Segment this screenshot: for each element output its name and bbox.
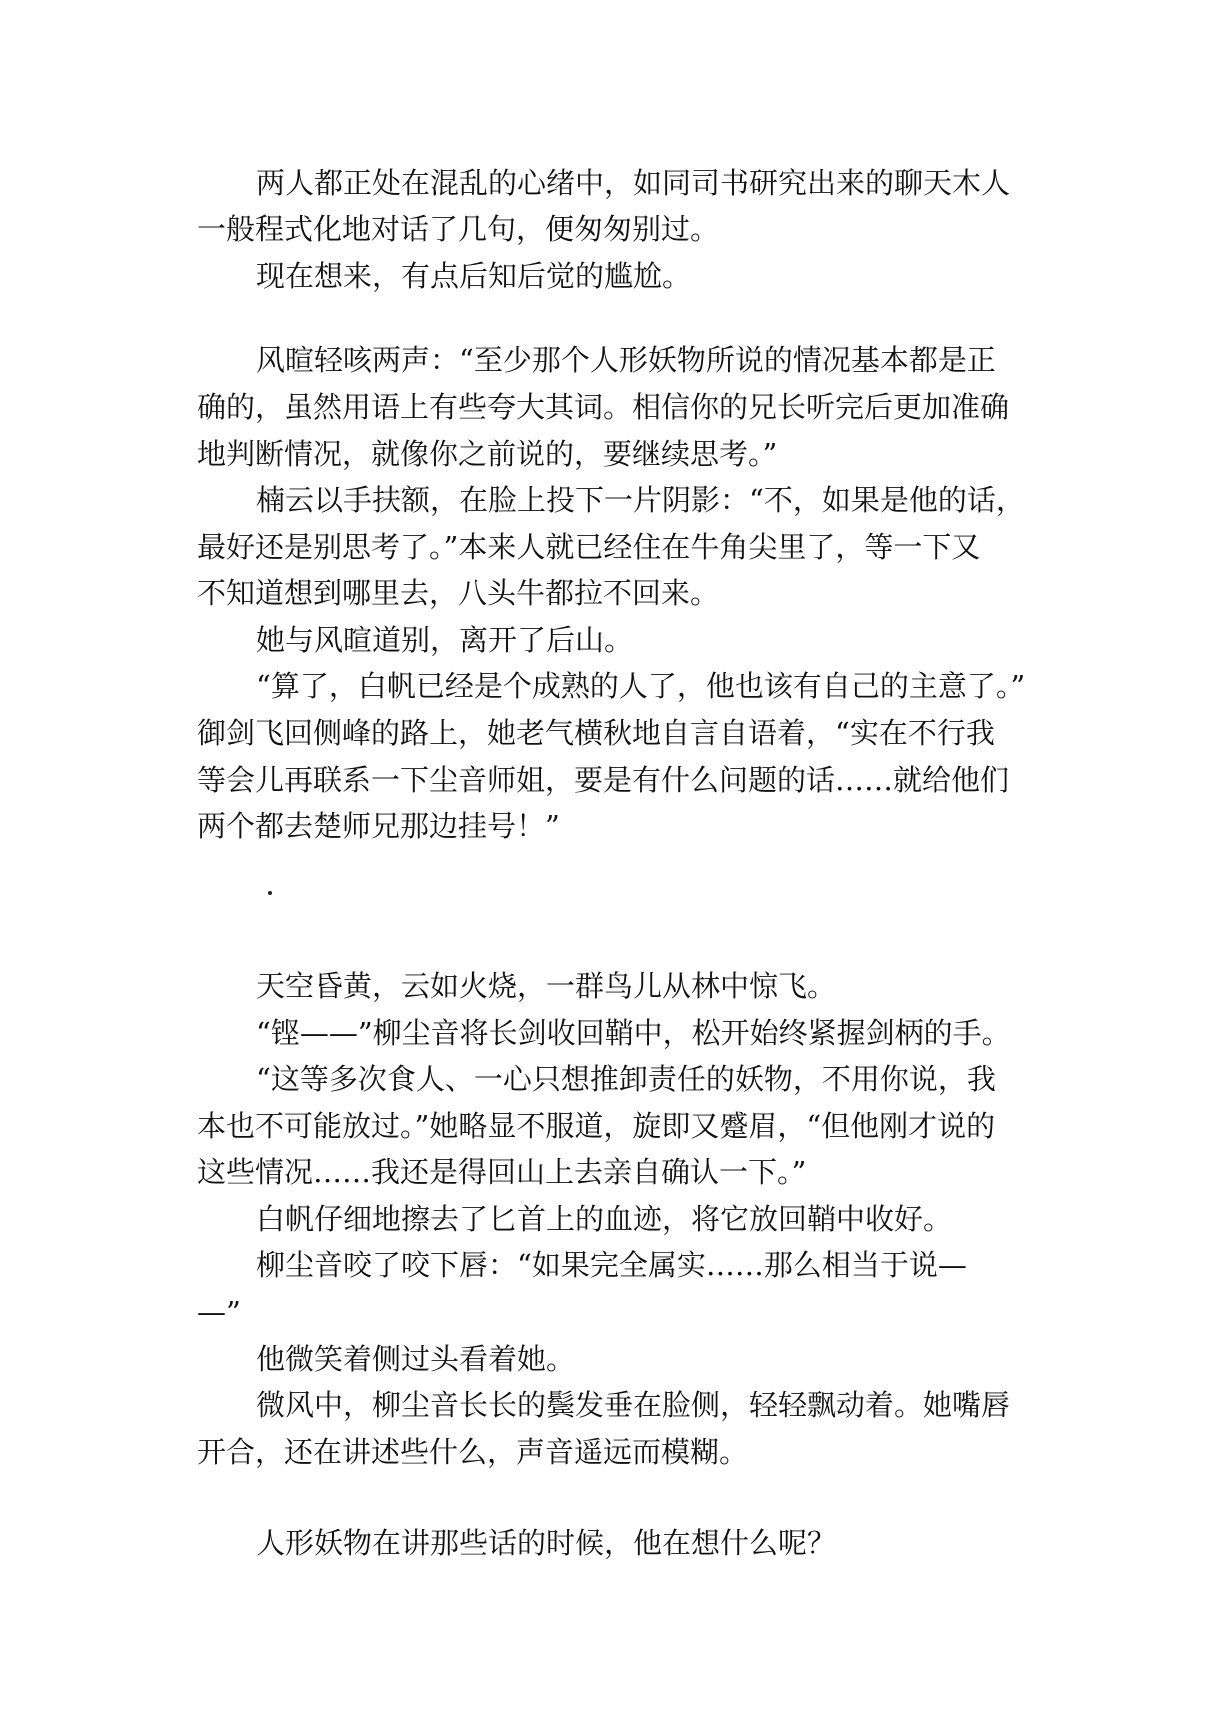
text-line: “这等多次食人、一心只想推卸责任的妖物，不用你说，我 <box>256 1062 996 1096</box>
text-line: 白帆仔细地擦去了匕首上的血迹，将它放回鞘中收好。 <box>256 1202 953 1236</box>
text-line: 楠云以手扶额，在脸上投下一片阴影：“不，如果是他的话， <box>256 483 1025 517</box>
text-line: 现在想来，有点后知后觉的尴尬。 <box>256 259 692 293</box>
text-line: —” <box>197 1295 241 1329</box>
text-line: 地判断情况，就像你之前说的，要继续思考。” <box>197 437 778 471</box>
text-line: 两个都去楚师兄那边挂号！” <box>197 809 560 843</box>
text-line: 他微笑着侧过头看着她。 <box>256 1342 576 1376</box>
text-line: “算了，白帆已经是个成熟的人了，他也该有自己的主意了。” <box>256 669 1026 703</box>
text-line: 不知道想到哪里去，八头牛都拉不回来。 <box>197 576 720 610</box>
text-line: 柳尘音咬了咬下唇：“如果完全属实……那么相当于说— <box>256 1248 967 1282</box>
text-line: 确的，虽然用语上有些夸大其词。相信你的兄长听完后更加准确 <box>197 390 1010 424</box>
text-line: 人形妖物在讲那些话的时候，他在想什么呢？ <box>256 1526 837 1560</box>
text-line: 最好还是别思考了。”本来人就已经住在牛角尖里了，等一下又 <box>197 530 981 564</box>
text-line: 一般程式化地对话了几句，便匆匆别过。 <box>197 212 720 246</box>
text-line: 这些情况……我还是得回山上去亲自确认一下。” <box>197 1155 807 1189</box>
text-line: 她与风暄道别，离开了后山。 <box>256 623 634 657</box>
text-line: 御剑飞回侧峰的路上，她老气横秋地自言自语着，“实在不行我 <box>197 716 995 750</box>
text-line: 开合，还在讲述些什么，声音遥远而模糊。 <box>197 1435 749 1469</box>
text-line: 风暄轻咳两声：“至少那个人形妖物所说的情况基本都是正 <box>256 343 996 377</box>
text-line: 等会儿再联系一下尘音师姐，要是有什么问题的话……就给他们 <box>197 763 1010 797</box>
text-line: 微风中，柳尘音长长的鬓发垂在脸侧，轻轻飘动着。她嘴唇 <box>256 1388 1011 1422</box>
text-line: 天空昏黄，云如火烧，一群鸟儿从林中惊飞。 <box>256 969 837 1003</box>
text-line: “铿——”柳尘音将长剑收回鞘中，松开始终紧握剑柄的手。 <box>256 1016 1011 1050</box>
text-line: 本也不可能放过。”她略显不服道，旋即又蹙眉，“但他刚才说的 <box>197 1109 996 1143</box>
scene-break-dot <box>268 891 272 895</box>
text-line: 两人都正处在混乱的心绪中，如同司书研究出来的聊天木人 <box>256 166 1011 200</box>
